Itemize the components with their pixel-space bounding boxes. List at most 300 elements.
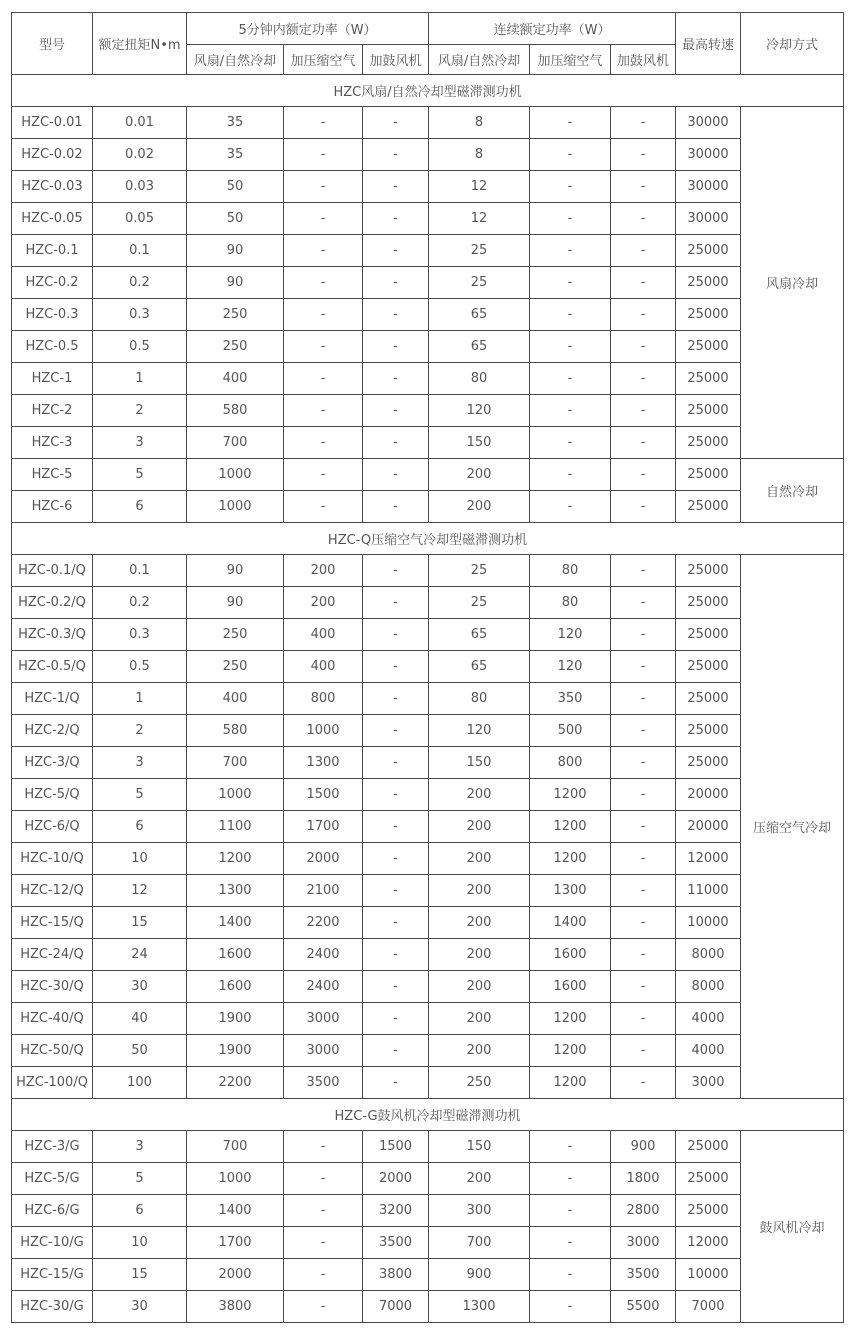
cell-model: HZC-3/G <box>12 1131 93 1163</box>
cell-power5-air: - <box>284 1259 363 1291</box>
cell-power5-blower: - <box>363 971 429 1003</box>
cell-power5-blower: 1500 <box>363 1131 429 1163</box>
cell-torque: 3 <box>93 1131 187 1163</box>
cell-power5-air: - <box>284 1163 363 1195</box>
cell-cont-fan: 1300 <box>429 1291 530 1323</box>
table-row <box>12 395 844 427</box>
cell-power5-fan: 1900 <box>187 1035 284 1067</box>
cell-cont-blower: - <box>611 843 676 875</box>
cell-max-speed: 7000 <box>676 1291 741 1323</box>
cell-model: HZC-5/Q <box>12 779 93 811</box>
cell-power5-air: - <box>284 171 363 203</box>
cell-cont-fan: 150 <box>429 1131 530 1163</box>
cell-cont-air: - <box>530 107 611 139</box>
cell-cont-fan: 300 <box>429 1195 530 1227</box>
subheader-compressed-air: 加压缩空气 <box>530 45 611 75</box>
cell-max-speed: 30000 <box>676 139 741 171</box>
cell-power5-blower: - <box>363 235 429 267</box>
cell-torque: 5 <box>93 1163 187 1195</box>
cell-power5-air: - <box>284 331 363 363</box>
cell-torque: 15 <box>93 1259 187 1291</box>
cell-cont-fan: 200 <box>429 875 530 907</box>
cell-power5-fan: 1000 <box>187 459 284 491</box>
cell-power5-blower: 7000 <box>363 1291 429 1323</box>
cell-model: HZC-12/Q <box>12 875 93 907</box>
cell-power5-air: 3000 <box>284 1003 363 1035</box>
cell-cont-blower: - <box>611 139 676 171</box>
cell-power5-blower: - <box>363 267 429 299</box>
cell-cont-air: 1200 <box>530 843 611 875</box>
cell-cont-air: 80 <box>530 587 611 619</box>
cell-power5-fan: 580 <box>187 715 284 747</box>
cell-torque: 30 <box>93 971 187 1003</box>
cell-model: HZC-24/Q <box>12 939 93 971</box>
table-row <box>12 619 844 651</box>
cell-power5-fan: 250 <box>187 651 284 683</box>
cell-power5-fan: 700 <box>187 427 284 459</box>
cell-torque: 0.05 <box>93 203 187 235</box>
table-row <box>12 779 844 811</box>
cell-torque: 10 <box>93 843 187 875</box>
cell-torque: 0.2 <box>93 267 187 299</box>
header-cooling: 冷却方式 <box>741 13 844 75</box>
cell-cont-blower: - <box>611 619 676 651</box>
cell-cooling-method: 压缩空气冷却 <box>741 555 844 1099</box>
cell-max-speed: 25000 <box>676 715 741 747</box>
cell-torque: 2 <box>93 395 187 427</box>
cell-power5-air: - <box>284 1131 363 1163</box>
table-row <box>12 907 844 939</box>
cell-cont-blower: 3500 <box>611 1259 676 1291</box>
cell-cont-blower: - <box>611 555 676 587</box>
cell-cont-blower: - <box>611 299 676 331</box>
cell-cooling-method: 鼓风机冷却 <box>741 1131 844 1323</box>
cell-cont-air: - <box>530 1259 611 1291</box>
cell-cont-blower: - <box>611 459 676 491</box>
cell-power5-air: 2100 <box>284 875 363 907</box>
cell-power5-fan: 1700 <box>187 1227 284 1259</box>
cell-power5-blower: - <box>363 491 429 523</box>
table-row <box>12 1131 844 1163</box>
cell-cont-fan: 200 <box>429 459 530 491</box>
cell-torque: 6 <box>93 1195 187 1227</box>
cell-cont-air: 120 <box>530 619 611 651</box>
cell-model: HZC-0.5 <box>12 331 93 363</box>
cell-model: HZC-6/Q <box>12 811 93 843</box>
cell-torque: 0.5 <box>93 651 187 683</box>
cell-cont-blower: - <box>611 395 676 427</box>
cell-max-speed: 25000 <box>676 427 741 459</box>
cell-power5-blower: - <box>363 811 429 843</box>
table-row <box>12 971 844 1003</box>
cell-cont-air: - <box>530 1227 611 1259</box>
table-row <box>12 1291 844 1323</box>
cell-max-speed: 25000 <box>676 235 741 267</box>
cell-power5-blower: - <box>363 427 429 459</box>
cell-power5-blower: - <box>363 779 429 811</box>
subheader-blower: 加鼓风机 <box>611 45 676 75</box>
cell-power5-air: - <box>284 1195 363 1227</box>
cell-cont-fan: 200 <box>429 811 530 843</box>
cell-power5-fan: 2200 <box>187 1067 284 1099</box>
cell-cont-fan: 700 <box>429 1227 530 1259</box>
table-row <box>12 1163 844 1195</box>
table-row <box>12 171 844 203</box>
table-row <box>12 875 844 907</box>
cell-max-speed: 25000 <box>676 619 741 651</box>
cell-power5-fan: 700 <box>187 747 284 779</box>
cell-power5-air: - <box>284 395 363 427</box>
table-row <box>12 683 844 715</box>
cell-model: HZC-50/Q <box>12 1035 93 1067</box>
table-row <box>12 139 844 171</box>
cell-power5-blower: - <box>363 459 429 491</box>
cell-cont-air: - <box>530 171 611 203</box>
cell-max-speed: 25000 <box>676 363 741 395</box>
cell-cont-fan: 12 <box>429 171 530 203</box>
cell-cont-fan: 65 <box>429 651 530 683</box>
cell-power5-blower: - <box>363 747 429 779</box>
cell-power5-air: - <box>284 427 363 459</box>
cell-cont-fan: 25 <box>429 235 530 267</box>
cell-power5-fan: 50 <box>187 171 284 203</box>
cell-cont-air: 80 <box>530 555 611 587</box>
cell-model: HZC-0.03 <box>12 171 93 203</box>
cell-cont-fan: 200 <box>429 1163 530 1195</box>
table-row <box>12 811 844 843</box>
cell-power5-fan: 1100 <box>187 811 284 843</box>
cell-power5-air: - <box>284 107 363 139</box>
table-row <box>12 491 844 523</box>
table-row <box>12 203 844 235</box>
table-row <box>12 651 844 683</box>
cell-cont-air: - <box>530 331 611 363</box>
cell-model: HZC-1 <box>12 363 93 395</box>
cell-model: HZC-6 <box>12 491 93 523</box>
cell-cont-air: - <box>530 1291 611 1323</box>
table-row <box>12 587 844 619</box>
cell-torque: 12 <box>93 875 187 907</box>
section-header-row <box>12 523 844 555</box>
cell-power5-air: 1500 <box>284 779 363 811</box>
cell-torque: 1 <box>93 363 187 395</box>
cell-power5-blower: - <box>363 683 429 715</box>
cell-cont-blower: - <box>611 939 676 971</box>
cell-cont-air: 1200 <box>530 1003 611 1035</box>
cell-power5-blower: - <box>363 1003 429 1035</box>
cell-torque: 24 <box>93 939 187 971</box>
cell-torque: 0.5 <box>93 331 187 363</box>
cell-power5-blower: 3200 <box>363 1195 429 1227</box>
cell-model: HZC-0.2/Q <box>12 587 93 619</box>
cell-cont-blower: - <box>611 907 676 939</box>
cell-max-speed: 25000 <box>676 1131 741 1163</box>
cell-model: HZC-3 <box>12 427 93 459</box>
subheader-compressed-air: 加压缩空气 <box>284 45 363 75</box>
cell-max-speed: 20000 <box>676 811 741 843</box>
cell-torque: 3 <box>93 427 187 459</box>
cell-cont-air: - <box>530 299 611 331</box>
cell-model: HZC-5/G <box>12 1163 93 1195</box>
cell-cont-blower: - <box>611 971 676 1003</box>
cell-power5-fan: 35 <box>187 107 284 139</box>
cell-power5-fan: 1300 <box>187 875 284 907</box>
cell-power5-fan: 400 <box>187 363 284 395</box>
cell-power5-fan: 1400 <box>187 907 284 939</box>
cell-power5-air: 2400 <box>284 939 363 971</box>
cell-cont-air: 800 <box>530 747 611 779</box>
table-row <box>12 427 844 459</box>
cell-torque: 2 <box>93 715 187 747</box>
cell-power5-fan: 1400 <box>187 1195 284 1227</box>
cell-cont-fan: 200 <box>429 779 530 811</box>
table-row <box>12 235 844 267</box>
cell-cont-fan: 120 <box>429 715 530 747</box>
cell-power5-fan: 1900 <box>187 1003 284 1035</box>
cell-power5-air: - <box>284 235 363 267</box>
cell-cont-air: - <box>530 459 611 491</box>
cell-power5-blower: - <box>363 331 429 363</box>
cell-cont-air: - <box>530 203 611 235</box>
header-power-continuous: 连续额定功率（W） <box>429 13 676 45</box>
cell-cont-air: 1200 <box>530 1067 611 1099</box>
cell-cont-fan: 200 <box>429 939 530 971</box>
cell-cont-blower: - <box>611 171 676 203</box>
table-row <box>12 1195 844 1227</box>
table-row <box>12 267 844 299</box>
cell-power5-fan: 250 <box>187 331 284 363</box>
cell-torque: 0.2 <box>93 587 187 619</box>
cell-power5-blower: - <box>363 619 429 651</box>
cell-max-speed: 25000 <box>676 459 741 491</box>
cell-cont-fan: 200 <box>429 971 530 1003</box>
table-row <box>12 715 844 747</box>
cell-power5-fan: 1000 <box>187 1163 284 1195</box>
cell-power5-blower: - <box>363 363 429 395</box>
cell-power5-air: - <box>284 491 363 523</box>
cell-power5-blower: - <box>363 715 429 747</box>
table-body <box>12 75 844 1323</box>
cell-power5-fan: 2000 <box>187 1259 284 1291</box>
cell-cont-air: - <box>530 491 611 523</box>
cell-power5-fan: 50 <box>187 203 284 235</box>
cell-max-speed: 8000 <box>676 971 741 1003</box>
header-power-5min: 5分钟内额定功率（W） <box>187 13 429 45</box>
cell-power5-fan: 1000 <box>187 491 284 523</box>
cell-max-speed: 30000 <box>676 203 741 235</box>
cell-cont-blower: 900 <box>611 1131 676 1163</box>
cell-max-speed: 25000 <box>676 1195 741 1227</box>
cell-cont-fan: 25 <box>429 587 530 619</box>
cell-cont-air: - <box>530 235 611 267</box>
table-row <box>12 939 844 971</box>
cell-cooling-method: 自然冷却 <box>741 459 844 523</box>
cell-cont-air: - <box>530 427 611 459</box>
cell-cont-fan: 80 <box>429 363 530 395</box>
cell-cont-blower: - <box>611 1003 676 1035</box>
dynamometer-spec-table <box>11 12 844 1323</box>
cell-model: HZC-0.1/Q <box>12 555 93 587</box>
cell-cont-blower: - <box>611 811 676 843</box>
cell-model: HZC-0.3 <box>12 299 93 331</box>
cell-cont-air: - <box>530 363 611 395</box>
cell-power5-blower: 2000 <box>363 1163 429 1195</box>
cell-model: HZC-100/Q <box>12 1067 93 1099</box>
cell-cont-fan: 200 <box>429 843 530 875</box>
cell-max-speed: 25000 <box>676 299 741 331</box>
cell-max-speed: 12000 <box>676 843 741 875</box>
cell-cont-blower: 5500 <box>611 1291 676 1323</box>
cell-cont-blower: - <box>611 875 676 907</box>
cell-cont-blower: - <box>611 715 676 747</box>
cell-power5-fan: 400 <box>187 683 284 715</box>
cell-max-speed: 30000 <box>676 107 741 139</box>
cell-model: HZC-0.1 <box>12 235 93 267</box>
table-row <box>12 555 844 587</box>
cell-power5-fan: 90 <box>187 555 284 587</box>
cell-torque: 0.01 <box>93 107 187 139</box>
cell-torque: 3 <box>93 747 187 779</box>
cell-cont-air: 1300 <box>530 875 611 907</box>
cell-cont-air: 1600 <box>530 939 611 971</box>
cell-cont-fan: 250 <box>429 1067 530 1099</box>
cell-power5-blower: - <box>363 395 429 427</box>
cell-power5-blower: - <box>363 907 429 939</box>
cell-power5-air: - <box>284 459 363 491</box>
cell-power5-air: 800 <box>284 683 363 715</box>
cell-power5-air: 200 <box>284 555 363 587</box>
cell-power5-fan: 90 <box>187 267 284 299</box>
cell-model: HZC-15/G <box>12 1259 93 1291</box>
cell-cont-air: 1200 <box>530 779 611 811</box>
cell-power5-air: - <box>284 203 363 235</box>
table-row <box>12 363 844 395</box>
cell-cont-air: 1200 <box>530 811 611 843</box>
cell-cont-air: - <box>530 1163 611 1195</box>
cell-cont-fan: 150 <box>429 747 530 779</box>
cell-torque: 6 <box>93 811 187 843</box>
section-header-row <box>12 75 844 107</box>
table-row <box>12 1067 844 1099</box>
subheader-fan-natural: 风扇/自然冷却 <box>429 45 530 75</box>
table-header-row <box>12 13 844 45</box>
cell-cont-fan: 200 <box>429 907 530 939</box>
cell-cont-fan: 8 <box>429 107 530 139</box>
cell-max-speed: 25000 <box>676 491 741 523</box>
table-row <box>12 299 844 331</box>
cell-power5-fan: 1600 <box>187 939 284 971</box>
cell-torque: 0.3 <box>93 619 187 651</box>
cell-power5-air: 400 <box>284 619 363 651</box>
header-model: 型号 <box>12 13 93 75</box>
cell-max-speed: 30000 <box>676 171 741 203</box>
cell-max-speed: 25000 <box>676 1163 741 1195</box>
cell-cont-air: 120 <box>530 651 611 683</box>
cell-power5-blower: 3500 <box>363 1227 429 1259</box>
cell-power5-blower: - <box>363 107 429 139</box>
table-row <box>12 1259 844 1291</box>
cell-torque: 30 <box>93 1291 187 1323</box>
cell-cont-blower: - <box>611 203 676 235</box>
cell-cont-blower: - <box>611 1035 676 1067</box>
section-header-row <box>12 1099 844 1131</box>
cell-model: HZC-40/Q <box>12 1003 93 1035</box>
cell-cont-blower: 2800 <box>611 1195 676 1227</box>
section-title: HZC风扇/自然冷却型磁滞测功机 <box>12 75 844 107</box>
cell-power5-blower: 3800 <box>363 1259 429 1291</box>
cell-torque: 5 <box>93 779 187 811</box>
cell-torque: 40 <box>93 1003 187 1035</box>
cell-power5-blower: - <box>363 875 429 907</box>
cell-cont-air: 1400 <box>530 907 611 939</box>
subheader-fan-natural: 风扇/自然冷却 <box>187 45 284 75</box>
cell-torque: 0.1 <box>93 235 187 267</box>
cell-power5-blower: - <box>363 651 429 683</box>
cell-max-speed: 25000 <box>676 747 741 779</box>
cell-max-speed: 10000 <box>676 1259 741 1291</box>
cell-cont-air: 1200 <box>530 1035 611 1067</box>
cell-torque: 0.1 <box>93 555 187 587</box>
cell-cont-air: 1600 <box>530 971 611 1003</box>
cell-cont-fan: 65 <box>429 331 530 363</box>
cell-power5-air: 2000 <box>284 843 363 875</box>
cell-power5-blower: - <box>363 843 429 875</box>
cell-cont-fan: 25 <box>429 555 530 587</box>
cell-power5-fan: 1000 <box>187 779 284 811</box>
cell-power5-blower: - <box>363 171 429 203</box>
cell-cont-blower: - <box>611 651 676 683</box>
cell-max-speed: 8000 <box>676 939 741 971</box>
cell-cont-blower: - <box>611 235 676 267</box>
cell-power5-fan: 250 <box>187 299 284 331</box>
cell-model: HZC-15/Q <box>12 907 93 939</box>
cell-model: HZC-2/Q <box>12 715 93 747</box>
cell-power5-blower: - <box>363 587 429 619</box>
cell-cont-fan: 150 <box>429 427 530 459</box>
cell-cont-blower: - <box>611 267 676 299</box>
cell-model: HZC-10/G <box>12 1227 93 1259</box>
cell-cont-fan: 900 <box>429 1259 530 1291</box>
cell-cont-air: - <box>530 1131 611 1163</box>
cell-model: HZC-0.5/Q <box>12 651 93 683</box>
section-title: HZC-G鼓风机冷却型磁滞测功机 <box>12 1099 844 1131</box>
cell-power5-air: 1300 <box>284 747 363 779</box>
section-title: HZC-Q压缩空气冷却型磁滞测功机 <box>12 523 844 555</box>
table-row <box>12 1003 844 1035</box>
cell-power5-air: - <box>284 299 363 331</box>
cell-power5-fan: 250 <box>187 619 284 651</box>
cell-max-speed: 25000 <box>676 395 741 427</box>
cell-cont-fan: 80 <box>429 683 530 715</box>
cell-max-speed: 4000 <box>676 1003 741 1035</box>
subheader-blower: 加鼓风机 <box>363 45 429 75</box>
cell-power5-fan: 35 <box>187 139 284 171</box>
cell-cont-fan: 200 <box>429 491 530 523</box>
cell-power5-blower: - <box>363 1067 429 1099</box>
cell-power5-air: 2200 <box>284 907 363 939</box>
cell-power5-blower: - <box>363 555 429 587</box>
cell-max-speed: 25000 <box>676 555 741 587</box>
cell-cont-blower: - <box>611 779 676 811</box>
cell-cont-blower: - <box>611 1067 676 1099</box>
table-row <box>12 331 844 363</box>
cell-cooling-method: 风扇冷却 <box>741 107 844 459</box>
cell-power5-air: 2400 <box>284 971 363 1003</box>
cell-power5-blower: - <box>363 203 429 235</box>
cell-cont-blower: - <box>611 491 676 523</box>
cell-torque: 15 <box>93 907 187 939</box>
cell-max-speed: 25000 <box>676 267 741 299</box>
